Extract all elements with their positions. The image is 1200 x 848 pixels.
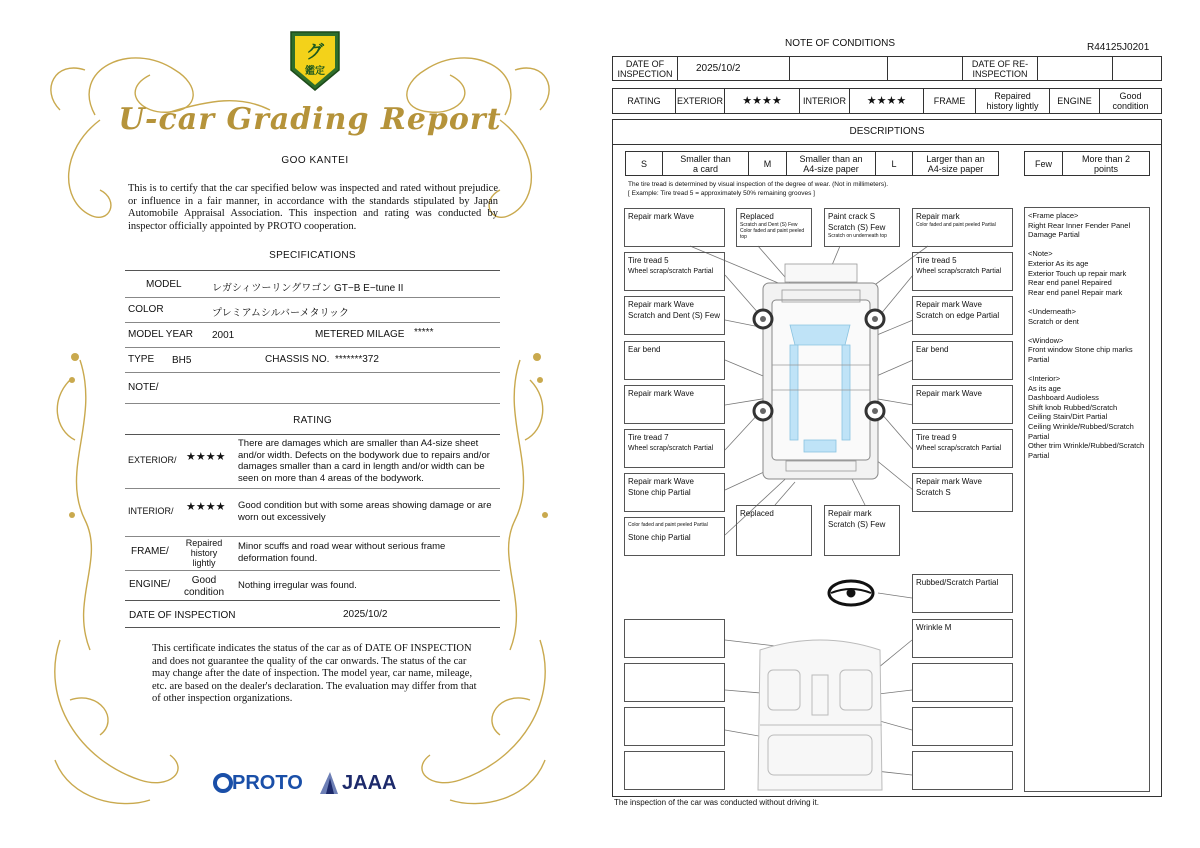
divider (125, 536, 500, 537)
condition-text: Scratch on edge Partial (916, 311, 1000, 320)
condition-box (624, 385, 725, 424)
engine-value: Good condition (183, 575, 225, 598)
legend-m-desc: Smaller than an A4-size paper (786, 151, 876, 176)
date-of-inspection-value: 2025/10/2 (343, 609, 388, 620)
condition-title: Repair mark Wave (628, 477, 694, 486)
frame-value: Repaired history lightly (185, 538, 223, 568)
legend-s: S (625, 151, 663, 176)
condition-title: Repair mark Wave (628, 300, 694, 309)
condition-box (624, 208, 725, 247)
condition-text: Color faded and paint peeled Partial (628, 522, 708, 528)
condition-box (912, 574, 1013, 613)
condition-box (624, 341, 725, 380)
condition-title: Repair mark (828, 509, 872, 518)
condition-title: Paint crack S (828, 212, 876, 221)
condition-box (624, 517, 725, 556)
condition-text: Wrinkle M (916, 623, 952, 632)
condition-text: Scratch (S) Few (828, 223, 886, 232)
jaaa-logo-icon (318, 770, 340, 796)
condition-box (624, 707, 725, 746)
condition-title: Repair mark (916, 212, 960, 221)
conditions-title: NOTE OF CONDITIONS (785, 38, 895, 49)
note-frame-place: <Frame place> Right Rear Inner Fender Panel Damage Partial (1028, 211, 1131, 240)
certificate-subtitle: GOO KANTEI (281, 155, 349, 166)
divider (125, 297, 500, 298)
model-value: レガシィツーリングワゴン GT−B E−tune II (212, 283, 404, 294)
condition-title: Tire tread 9 (916, 433, 957, 442)
legend-s-desc: Smaller than a card (662, 151, 749, 176)
condition-box (912, 663, 1013, 702)
engine-description: Nothing irregular was found. (238, 580, 357, 591)
inspection-disclaimer: The inspection of the car was conducted without driving it. (614, 798, 819, 807)
exterior-description: There are damages which are smaller than A4-size sheet and/or width. Defects on the bodywork due to repairs and/or damages smaller than a card in length and/or width can be seen on more than 4 areas of the bodywork. (238, 438, 490, 484)
divider (125, 488, 500, 489)
certificate-footer-note: This certificate indicates the status of the car as of DATE OF INSPECTION and does not guarantee the quality of the car onwards. The status of the car may change after the date of inspection. The model year, car name, mileage, etc. are based on the dealer's declaration. The evaluation may differ from that of other inspection organizations. (152, 643, 477, 704)
interior-stars: ★★★★ (186, 501, 226, 513)
condition-box (624, 751, 725, 790)
condition-text: Wheel scrap/scratch Partial (628, 445, 714, 452)
condition-box (736, 208, 812, 247)
engine-header: ENGINE (1049, 88, 1100, 114)
interior-header: INTERIOR (799, 88, 850, 114)
condition-text: Color faded and paint peeled top (740, 228, 805, 240)
metered-mileage-label: METERED MILAGE (315, 329, 405, 340)
certificate-intro: This is to certify that the car specified below was inspected and rated without prejudice or influence in a fair manner, in accordance with the standards stipulated by Japan Automobile Appraisal Association. This inspection and rating was conducted by inspector officially appointed by PROTO cooperation. (128, 183, 498, 232)
notes-column (1024, 207, 1150, 792)
condition-box (912, 296, 1013, 335)
note-underneath: <Underneath> Scratch or dent (1028, 306, 1079, 326)
reference-number: R44125J0201 (1087, 42, 1150, 53)
condition-box (912, 619, 1013, 658)
proto-logo-icon (212, 772, 234, 794)
condition-box (736, 505, 812, 556)
exterior-label: EXTERIOR/ (128, 455, 177, 465)
legend-m: M (748, 151, 787, 176)
legend-l: L (875, 151, 913, 176)
legend-few-desc: More than 2 points (1062, 151, 1150, 176)
condition-title: Tire tread 7 (628, 433, 669, 442)
condition-text: Stone chip Partial (628, 488, 691, 497)
divider (125, 347, 500, 348)
note-of-conditions (600, 0, 1200, 848)
condition-text: Repair mark Wave (628, 212, 694, 221)
descriptions-heading: DESCRIPTIONS (612, 119, 1162, 145)
divider (125, 570, 500, 571)
interior-rating: ★★★★ (849, 88, 924, 114)
condition-box (624, 252, 725, 291)
proto-logo-text: PROTO (232, 772, 303, 794)
date-of-inspection-header: DATE OF INSPECTION (612, 56, 678, 81)
divider (125, 403, 500, 404)
condition-text: Ear bend (916, 345, 949, 354)
condition-box (624, 473, 725, 512)
condition-title: Tire tread 5 (916, 256, 957, 265)
color-value: プレミアムシルバーメタリック (212, 308, 350, 319)
jaaa-logo-text: JAAA (342, 772, 397, 794)
legend-few: Few (1024, 151, 1063, 176)
model-year-value: 2001 (212, 330, 235, 341)
date-of-inspection-label: DATE OF INSPECTION (129, 610, 236, 621)
condition-box (912, 473, 1013, 512)
interior-description: Good condition but with some areas showing damage or are worn out excessively (238, 500, 492, 523)
engine-rating: Good condition (1099, 88, 1162, 114)
condition-text: Wheel scrap/scratch Partial (916, 445, 1002, 452)
condition-title: Repair mark Wave (916, 300, 982, 309)
note-general: <Note> Exterior As its age Exterior Touch up repair mark Rear end panel Repaired Rear end panel Repair mark (1028, 249, 1127, 297)
chassis-label: CHASSIS NO. (265, 354, 330, 365)
condition-text: Rubbed/Scratch Partial (916, 578, 999, 587)
divider (125, 434, 500, 435)
note-interior: <Interior> As its age Dashboard Audioless Shift knob Rubbed/Scratch Ceiling Stain/Dirt Partial Ceiling Wrinkle/Rubbed/Scratch Partial Other trim Wrinkle/Rubbed/Scratch Partial (1028, 374, 1145, 460)
condition-box (624, 296, 725, 335)
condition-box (624, 663, 725, 702)
condition-box (824, 505, 900, 556)
condition-box (912, 429, 1013, 468)
chassis-value: *******372 (335, 354, 379, 365)
model-year-label: MODEL YEAR (128, 329, 194, 340)
condition-text: Wheel scrap/scratch Partial (916, 268, 1002, 275)
divider (125, 627, 500, 628)
condition-box (824, 208, 900, 247)
frame-rating: Repaired history lightly (975, 88, 1050, 114)
condition-text: Repair mark Wave (628, 389, 694, 398)
divider (125, 270, 500, 271)
type-label: TYPE (128, 354, 155, 365)
exterior-stars: ★★★★ (186, 451, 226, 463)
condition-box (912, 751, 1013, 790)
divider (125, 372, 500, 373)
condition-text: Scratch and Dent (S) Few (740, 222, 798, 228)
frame-label: FRAME/ (131, 546, 169, 557)
color-label: COLOR (128, 304, 164, 315)
condition-box (912, 252, 1013, 291)
condition-text: Scratch S (916, 488, 951, 497)
condition-text: Replaced (740, 509, 774, 518)
condition-box (624, 429, 725, 468)
note-window: <Window> Front window Stone chip marks Partial (1028, 335, 1133, 364)
divider (125, 600, 500, 601)
condition-text: Scratch and Dent (S) Few (628, 311, 721, 320)
condition-title: Replaced (740, 212, 774, 221)
rating-header: RATING (612, 88, 676, 114)
condition-text: Stone chip Partial (628, 533, 691, 542)
divider (125, 322, 500, 323)
note-label: NOTE/ (128, 382, 159, 393)
condition-title: Repair mark Wave (916, 477, 982, 486)
frame-header: FRAME (923, 88, 976, 114)
frame-description: Minor scuffs and road wear without serious frame deformation found. (238, 541, 446, 564)
svg-text:鑑定: 鑑定 (305, 66, 325, 77)
condition-box (912, 208, 1013, 247)
condition-text: Scratch (S) Few (828, 520, 886, 529)
exterior-rating: ★★★★ (724, 88, 800, 114)
legend-l-desc: Larger than an A4-size paper (912, 151, 999, 176)
tire-tread-note-example: [ Example: Tire tread 5 = approximately 50% remaining grooves ] (628, 190, 815, 197)
type-value: BH5 (172, 355, 192, 366)
condition-text: Repair mark Wave (916, 389, 982, 398)
svg-text:グ: グ (306, 42, 324, 63)
model-label: MODEL (146, 279, 182, 290)
engine-label: ENGINE/ (129, 579, 171, 590)
goo-kantei-badge-icon (287, 30, 343, 92)
steering-wheel-icon (829, 581, 873, 605)
specifications-heading: SPECIFICATIONS (269, 250, 356, 261)
rating-heading: RATING (293, 415, 332, 426)
condition-box (624, 619, 725, 658)
metered-mileage-value: ***** (414, 327, 434, 338)
date-of-inspection-cell: 2025/10/2 (677, 56, 790, 81)
condition-text: Ear bend (628, 345, 661, 354)
reinspection-header: DATE OF RE-INSPECTION (962, 56, 1038, 81)
exterior-header: EXTERIOR (675, 88, 725, 114)
condition-box (912, 385, 1013, 424)
condition-text: Wheel scrap/scratch Partial (628, 268, 714, 275)
condition-box (912, 341, 1013, 380)
tire-tread-note-line: The tire tread is determined by visual inspection of the degree of wear. (Not in millimeters). (628, 181, 889, 188)
certificate-title: U-car Grading Report (118, 102, 502, 137)
condition-title: Tire tread 5 (628, 256, 669, 265)
condition-box (912, 707, 1013, 746)
interior-label: INTERIOR/ (128, 506, 174, 516)
condition-text: Color faded and paint peeled Partial (916, 222, 996, 228)
condition-text: Scratch on underneath top (828, 233, 887, 239)
